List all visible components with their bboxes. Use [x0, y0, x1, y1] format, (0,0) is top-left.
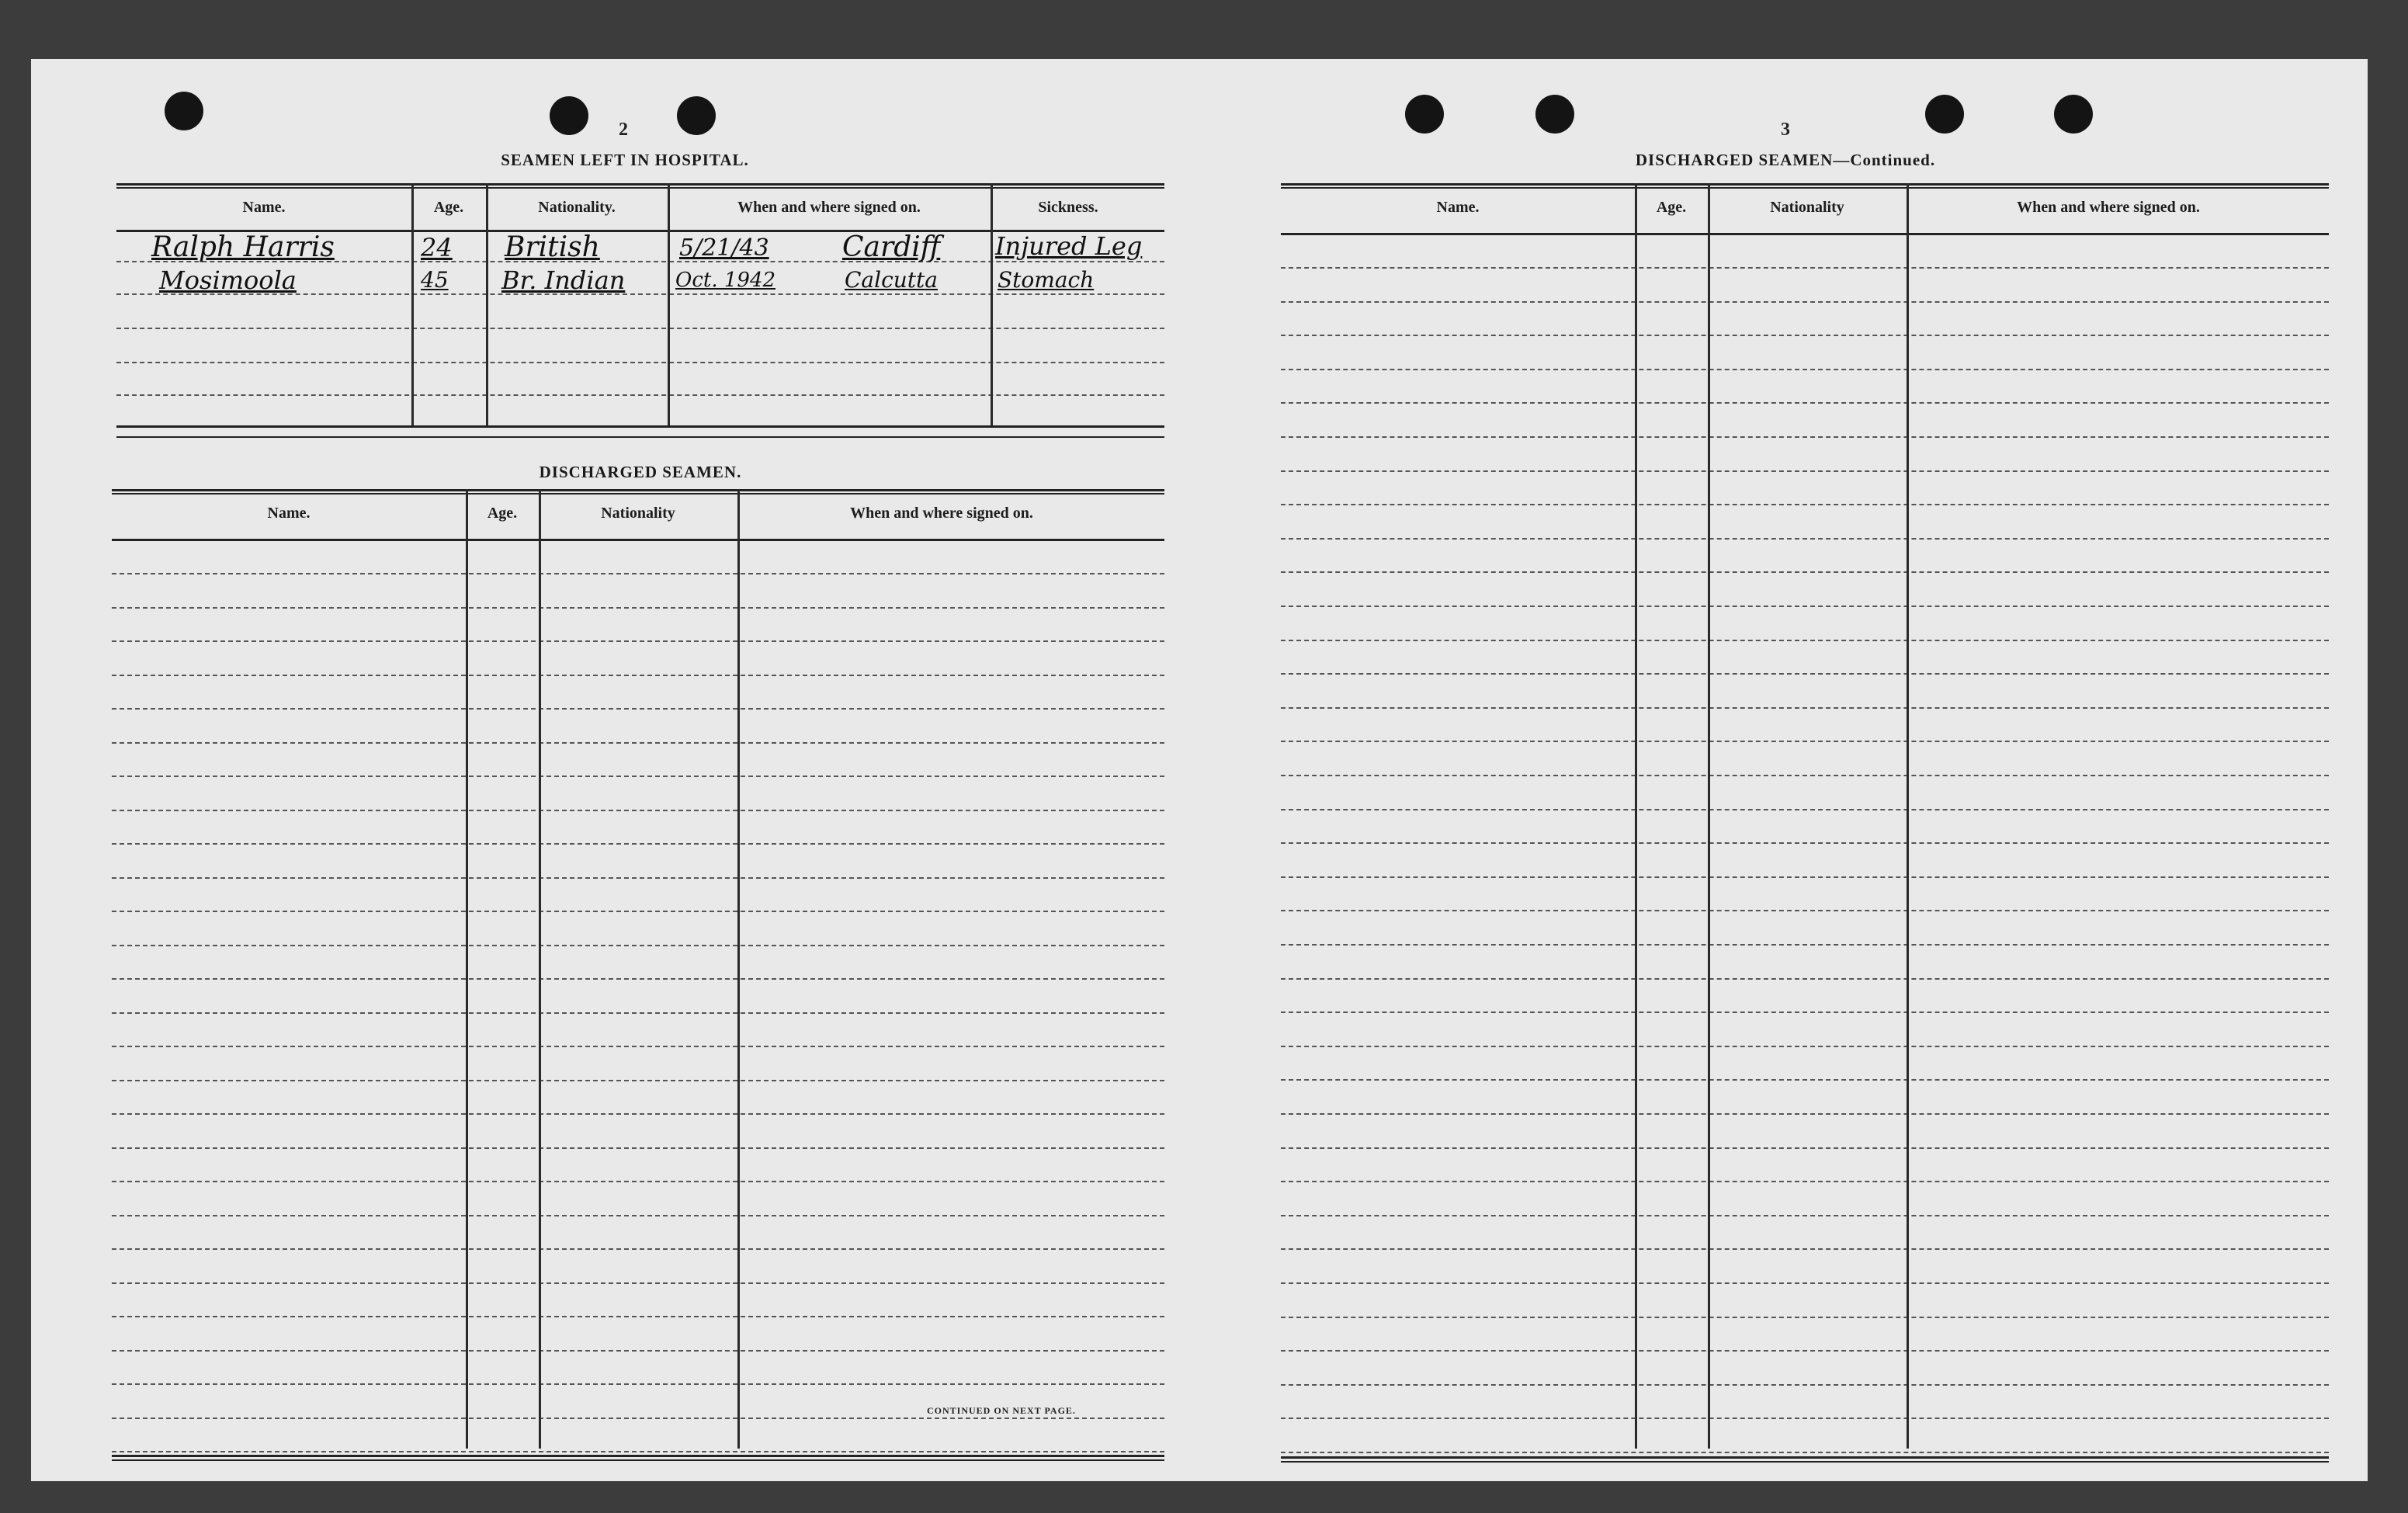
ruled-line	[112, 1181, 1164, 1182]
entry-date: Oct. 1942	[675, 269, 776, 292]
section-title-discharged-continued: DISCHARGED SEAMEN—Continued.	[1635, 151, 1936, 169]
ruled-line	[112, 1113, 1164, 1115]
col-header-signed-on: When and where signed on.	[850, 505, 1033, 522]
ruled-line	[1281, 470, 2329, 472]
ruled-line	[1281, 369, 2329, 370]
ruled-line	[112, 1248, 1164, 1250]
ruled-line	[112, 978, 1164, 980]
ruled-line	[1281, 673, 2329, 675]
ruled-line	[1281, 1452, 2329, 1453]
ruled-line	[1281, 640, 2329, 641]
ruled-line	[1281, 876, 2329, 878]
ruled-line	[1281, 402, 2329, 404]
ruled-line	[1281, 1418, 2329, 1419]
ruled-line	[1281, 1350, 2329, 1352]
section-title-discharged: DISCHARGED SEAMEN.	[539, 463, 742, 481]
ruled-line	[1281, 1046, 2329, 1047]
ruled-line	[112, 607, 1164, 609]
entry-age: 45	[421, 267, 449, 293]
ruled-line	[1281, 1079, 2329, 1081]
entry-name: Ralph Harris	[151, 231, 335, 263]
ruled-line	[112, 776, 1164, 777]
col-header-name: Name.	[1436, 199, 1480, 216]
ruled-line	[1281, 571, 2329, 573]
col-header-signed-on: When and where signed on.	[2017, 199, 2200, 216]
entry-place: Cardiff	[842, 231, 941, 263]
col-header-nationality: Nationality	[601, 505, 675, 522]
page-number-right: 3	[1781, 120, 1790, 140]
ruled-line	[112, 640, 1164, 642]
ruled-line	[112, 877, 1164, 879]
entry-nationality: Br. Indian	[501, 265, 626, 295]
ruled-line	[1281, 504, 2329, 505]
ruled-line	[112, 1350, 1164, 1352]
document-spread	[31, 59, 2368, 1481]
ruled-line	[112, 1046, 1164, 1047]
ruled-line	[112, 1383, 1164, 1385]
col-header-nationality: Nationality	[1770, 199, 1844, 216]
ruled-line	[1281, 1012, 2329, 1013]
ruled-line	[1281, 1248, 2329, 1250]
discharged-continued-table	[1281, 183, 2329, 1467]
col-header-name: Name.	[267, 505, 311, 522]
ruled-line	[1281, 741, 2329, 742]
ruled-line	[1281, 1181, 2329, 1182]
col-header-age: Age.	[1656, 199, 1687, 216]
entry-sickness: Injured Leg	[995, 231, 1143, 261]
page-number-left: 2	[619, 120, 628, 140]
entry-place: Calcutta	[845, 267, 938, 293]
ruled-line	[112, 1215, 1164, 1216]
entry-nationality: British	[505, 231, 600, 263]
ruled-line	[1281, 809, 2329, 810]
ruled-line	[112, 742, 1164, 744]
ruled-line	[112, 1147, 1164, 1149]
entry-date: 5/21/43	[679, 234, 769, 262]
punch-hole	[677, 96, 716, 135]
ruled-line	[1281, 1317, 2329, 1318]
entry-age: 24	[421, 233, 453, 262]
ruled-line	[112, 675, 1164, 676]
col-header-sickness: Sickness.	[1038, 199, 1098, 216]
punch-hole	[1405, 95, 1444, 134]
ruled-line	[1281, 910, 2329, 911]
ruled-line	[112, 1282, 1164, 1284]
ruled-line	[112, 1418, 1164, 1419]
hospital-table	[116, 183, 1164, 509]
ruled-line	[1281, 978, 2329, 980]
ruled-line	[112, 843, 1164, 845]
col-header-age: Age.	[487, 505, 518, 522]
ruled-line	[1281, 842, 2329, 844]
ruled-line	[1281, 775, 2329, 776]
ruled-line	[112, 708, 1164, 710]
continued-note: CONTINUED ON NEXT PAGE.	[927, 1405, 1076, 1416]
ruled-line	[112, 1080, 1164, 1081]
col-header-name: Name.	[242, 199, 286, 216]
ruled-line	[112, 911, 1164, 912]
ruled-line	[1281, 1282, 2329, 1284]
ruled-line	[1281, 538, 2329, 540]
ruled-line	[1281, 707, 2329, 709]
ruled-line	[112, 1316, 1164, 1317]
ruled-line	[1281, 944, 2329, 946]
ruled-line	[1281, 301, 2329, 303]
col-header-nationality: Nationality.	[538, 199, 616, 216]
ruled-line	[1281, 335, 2329, 336]
ruled-line	[112, 573, 1164, 574]
col-header-signed-on: When and where signed on.	[737, 199, 921, 216]
punch-hole	[165, 92, 203, 130]
ruled-line	[112, 810, 1164, 811]
ruled-line	[1281, 1384, 2329, 1386]
ruled-line	[112, 1012, 1164, 1014]
punch-hole	[1535, 95, 1574, 134]
ruled-line	[1281, 436, 2329, 438]
punch-hole	[1925, 95, 1964, 134]
section-title-hospital: SEAMEN LEFT IN HOSPITAL.	[501, 151, 749, 169]
ruled-line	[112, 1451, 1164, 1452]
ruled-line	[1281, 606, 2329, 607]
ruled-line	[1281, 1113, 2329, 1115]
ruled-line	[1281, 1215, 2329, 1216]
punch-hole	[2054, 95, 2093, 134]
col-header-age: Age.	[433, 199, 464, 216]
entry-name: Mosimoola	[159, 265, 297, 295]
entry-sickness: Stomach	[998, 267, 1095, 293]
discharged-table	[112, 489, 1164, 1467]
ruled-line	[1281, 267, 2329, 269]
ruled-line	[1281, 1147, 2329, 1149]
ruled-line	[112, 945, 1164, 946]
punch-hole	[550, 96, 588, 135]
